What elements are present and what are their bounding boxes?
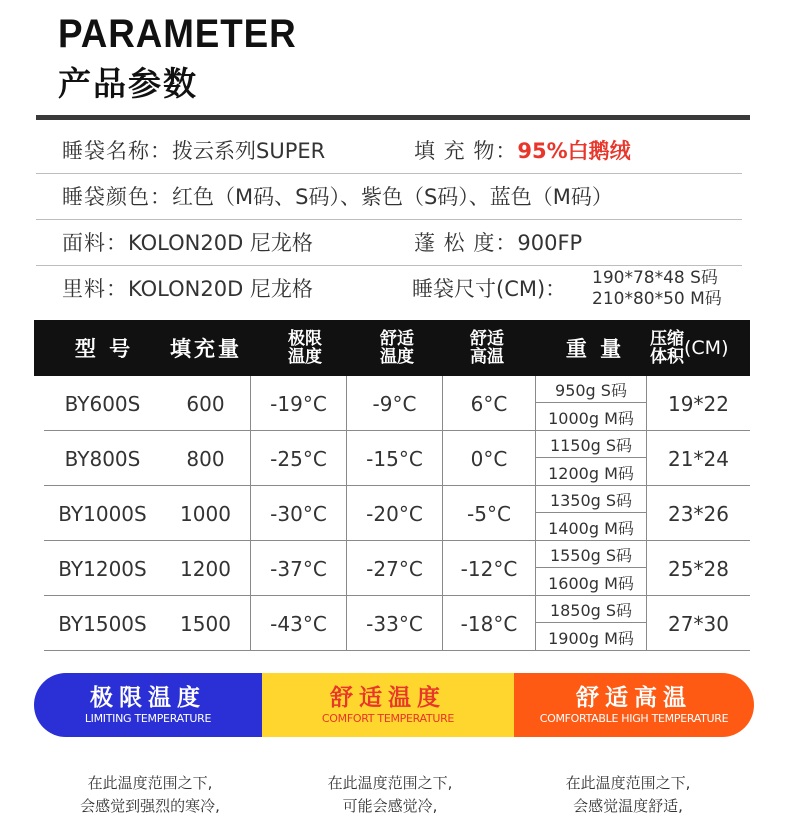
cell-packed: 25*28 [668,556,729,581]
cell-high: -18°C [443,596,536,651]
shell-label: 面料： [62,231,128,255]
loft-label: 蓬 松 度： [414,231,518,255]
cell-high: 0°C [443,431,536,486]
lining-field [62,266,313,312]
size-label: 睡袋尺寸(CM)： [412,277,567,301]
cell-limit: -19°C [251,376,347,431]
cell-high: -12°C [443,541,536,596]
info-row-name [36,128,742,174]
cell-limit: -30°C [251,486,347,541]
legend-high-temperature [514,673,754,737]
color-value: 红色（M码、S码）、紫色（S码）、蓝色（M码） [172,185,613,209]
title-divider [36,115,750,120]
cell-weight-m: 1600g M码 [536,568,647,596]
cell-weight-s: 1350g S码 [536,486,647,513]
table-header [34,320,750,376]
fill-label: 填 充 物： [414,139,518,163]
cell-packed: 21*24 [668,446,729,471]
cell-fill: 1500 [161,596,251,651]
cell-weight-s: 950g S码 [536,376,647,403]
cell-comfort: -9°C [347,376,443,431]
cell-limit: -43°C [251,596,347,651]
cell-weight-s: 1150g S码 [536,431,647,458]
name-value: 拨云系列SUPER [172,139,326,163]
cell-comfort: -20°C [347,486,443,541]
size-m: 210*80*50 M码 [592,289,722,309]
header-model: 型 号 [74,337,134,361]
cell-packed: 19*22 [668,391,729,416]
size-values [592,268,722,310]
loft-field [414,220,582,266]
cell-weight-s: 1550g S码 [536,541,647,568]
note-high [518,772,738,818]
info-row-lining [36,266,742,312]
cell-limit: -37°C [251,541,347,596]
cell-weight-s: 1850g S码 [536,596,647,623]
shell-value: KOLON20D 尼龙格 [128,231,313,255]
note-comfort-line1: 在此温度范围之下, [327,774,453,792]
cell-weight-m: 1900g M码 [536,623,647,651]
title-en: PARAMETER [58,12,297,56]
note-comfort-line2: 可能会感觉冷, [342,797,438,815]
header-packed-unit: (CM) [684,337,729,359]
cell-comfort: -27°C [347,541,443,596]
header-comfort-line2: 温度 [380,347,414,367]
cell-comfort: -15°C [347,431,443,486]
info-row-shell [36,220,742,266]
cell-model: BY1200S [58,556,147,581]
color-label: 睡袋颜色： [62,185,172,209]
cell-model: BY1000S [58,501,147,526]
cell-fill: 1000 [161,486,251,541]
fill-value: 95%白鹅绒 [517,139,631,163]
cell-model: BY1500S [58,611,147,636]
cell-packed: 23*26 [668,501,729,526]
header-packed-line1: 压缩 [650,329,684,349]
legend-limit-temperature [34,673,262,737]
legend-comfort-cn: 舒适温度 [330,685,446,711]
cell-fill: 1200 [161,541,251,596]
cell-high: -5°C [443,486,536,541]
shell-field [62,220,313,266]
note-limit-line2: 会感觉到强烈的寒冷, [80,797,220,815]
name-label: 睡袋名称： [62,139,172,163]
header-limit-line1: 极限 [288,329,322,349]
color-field [62,174,613,220]
header-comfort [352,320,442,376]
cell-weight-m: 1000g M码 [536,403,647,431]
cell-weight-m: 1400g M码 [536,513,647,541]
legend-limit-en: LIMITING TEMPERATURE [84,712,212,725]
note-limit-line1: 在此温度范围之下, [87,774,213,792]
cell-packed: 27*30 [668,611,729,636]
cell-high: 6°C [443,376,536,431]
cell-fill: 600 [161,376,251,431]
legend-limit-cn: 极限温度 [90,685,206,711]
note-comfort [280,772,500,818]
loft-value: 900FP [517,231,583,255]
title-cn: 产品参数 [58,64,198,103]
legend-high-cn: 舒适高温 [576,685,692,711]
info-row-color [36,174,742,220]
header-high-line1: 舒适 [470,329,504,349]
cell-limit: -25°C [251,431,347,486]
table-row [44,486,750,541]
legend-high-en: COMFORTABLE HIGH TEMPERATURE [539,712,729,725]
lining-value: KOLON20D 尼龙格 [128,277,313,301]
table-row [44,596,750,651]
note-limit [40,772,260,818]
table-row [44,431,750,486]
cell-fill: 800 [161,431,251,486]
header-packed [646,320,750,376]
header-limit-line2: 温度 [288,347,322,367]
table-row [44,541,750,596]
header-packed-line2: 体积 [650,347,684,367]
header-comfort-line1: 舒适 [380,329,414,349]
size-s: 190*78*48 S码 [592,268,718,288]
fill-field [414,128,631,174]
legend-comfort-en: COMFORT TEMPERATURE [321,712,455,725]
legend-comfort-temperature [262,673,514,737]
header-weight: 重 量 [565,337,625,361]
cell-model: BY800S [64,446,141,471]
note-high-line1: 在此温度范围之下, [565,774,691,792]
cell-comfort: -33°C [347,596,443,651]
header-fill: 填充量 [170,337,242,361]
cell-weight-m: 1200g M码 [536,458,647,486]
table-row [44,376,750,431]
cell-model: BY600S [64,391,141,416]
header-limit [260,320,350,376]
name-field [62,128,325,174]
note-high-line2: 会感觉温度舒适, [573,797,683,815]
header-high-line2: 高温 [470,347,504,367]
header-high [442,320,532,376]
lining-label: 里料： [62,277,128,301]
